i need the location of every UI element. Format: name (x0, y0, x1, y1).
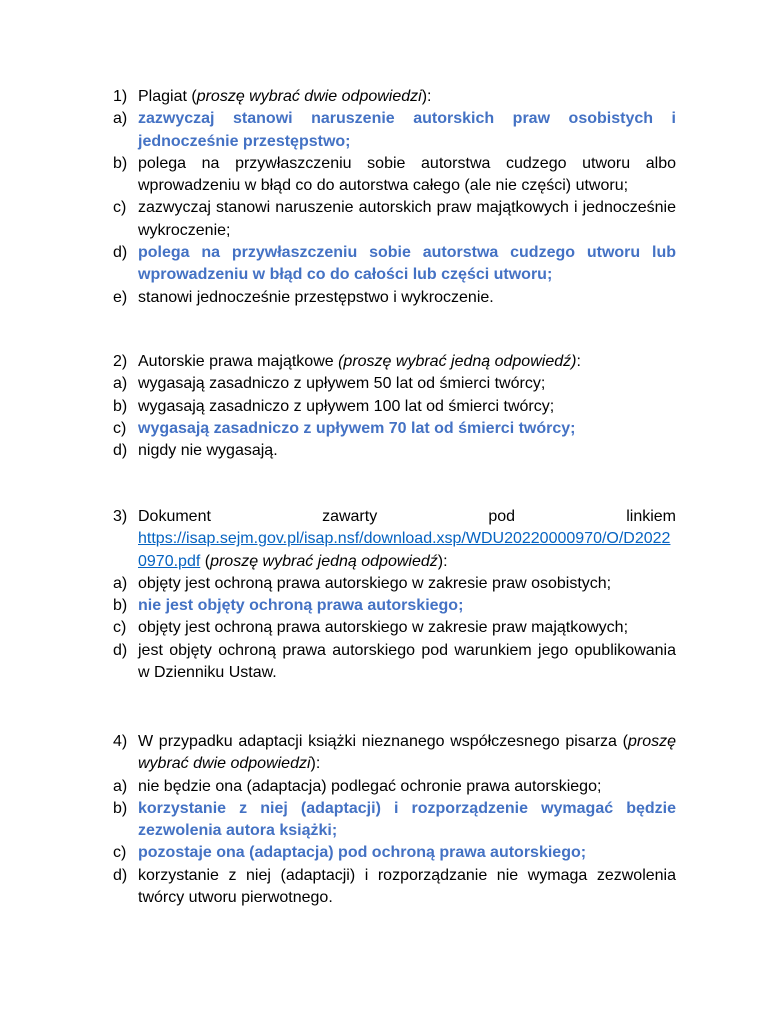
question-hint: proszę wybrać dwie odpowiedzi (196, 88, 422, 105)
answer-text: stanowi jednocześnie przestępstwo i wykroczenie. (138, 288, 494, 306)
question-text: Plagiat (proszę wybrać dwie odpowiedzi): (138, 88, 432, 105)
answer-4d (113, 865, 676, 910)
question-3 (113, 506, 676, 684)
question-text: W przypadku adaptacji książki nieznanego współczesnego pisarza (proszę wybrać dwie odpowiedzi): (138, 733, 676, 773)
answer-text: objęty jest ochroną prawa autorskiego w zakresie praw majątkowych; (138, 619, 629, 637)
answer-text: jest objęty ochroną prawa autorskiego pod warunkiem jego opublikowania w Dzienniku Ustaw. (138, 641, 676, 682)
answer-text-correct: polega na przywłaszczeniu sobie autorstwa cudzego utworu lub wprowadzeniu w błąd co do całości lub części utworu; (138, 244, 676, 284)
question-3-heading (113, 506, 676, 573)
answer-1d (113, 242, 676, 287)
answer-4c (113, 842, 676, 864)
answer-1e (113, 287, 676, 309)
answer-label: d) (113, 442, 128, 460)
answer-1a (113, 108, 676, 153)
question-text: Autorskie prawa majątkowe (proszę wybrać jedną odpowiedź): (138, 353, 581, 370)
answer-label: a) (113, 375, 128, 393)
answer-text-correct: nie jest objęty ochroną prawa autorskiego; (138, 597, 464, 615)
answer-2c (113, 418, 676, 440)
answer-text: zazwyczaj stanowi naruszenie autorskich praw majątkowych i jednocześnie wykroczenie; (138, 199, 676, 239)
question-hint: proszę wybrać jedną odpowiedź (210, 552, 438, 570)
question-hint: proszę wybrać dwie odpowiedzi (138, 733, 676, 773)
answer-4a (113, 776, 676, 798)
answer-label: d) (113, 866, 128, 884)
answer-text: objęty jest ochroną prawa autorskiego w zakresie praw osobistych; (138, 574, 612, 592)
answer-text-correct: wygasają zasadniczo z upływem 70 lat od śmierci twórcy; (138, 419, 576, 437)
answer-text: wygasają zasadniczo z upływem 100 lat od śmierci twórcy; (138, 397, 555, 415)
answer-3d (113, 640, 676, 685)
question-2-heading (113, 351, 676, 373)
answer-text: polega na przywłaszczeniu sobie autorstwa cudzego utworu albo wprowadzeniu w błąd co do autorstwa całego (ale nie części) utworu; (138, 154, 676, 195)
answer-label: d) (113, 244, 128, 262)
answer-label: c) (113, 619, 127, 637)
question-number: 1) (113, 88, 128, 105)
question-number: 4) (113, 733, 128, 750)
answer-label: d) (113, 641, 128, 659)
question-1-heading (113, 86, 676, 108)
answer-label: b) (113, 154, 128, 172)
answer-1c (113, 197, 676, 242)
answer-1b (113, 153, 676, 198)
question-2 (113, 351, 676, 462)
question-number: 3) (113, 508, 128, 525)
question-4 (113, 731, 676, 909)
answer-label: b) (113, 799, 128, 817)
question-text: Dokument zawarty pod linkiem https://isap.sejm.gov.pl/isap.nsf/download.xsp/WDU20220000970/O/D20220970.pdf (proszę wybrać jedną odpowiedź): (138, 508, 676, 570)
question-lead: Dokument zawarty pod linkiem (138, 508, 676, 525)
answer-label: c) (113, 199, 127, 217)
answer-text-correct: korzystanie z niej (adaptacji) i rozporządzenie wymagać będzie zezwolenia autora książki; (138, 799, 676, 840)
answer-text: korzystanie z niej (adaptacji) i rozporządzanie nie wymaga zezwolenia twórcy utworu pierwotnego. (138, 866, 676, 907)
answer-label: a) (113, 574, 128, 592)
answer-2b (113, 396, 676, 418)
answer-label: c) (113, 419, 127, 437)
answer-3a (113, 573, 676, 595)
document-link[interactable]: https://isap.sejm.gov.pl/isap.nsf/download.xsp/WDU20220000970/O/D20220970.pdf (138, 530, 671, 570)
answer-label: a) (113, 110, 128, 128)
answer-label: a) (113, 777, 128, 795)
answer-label: b) (113, 597, 128, 615)
answer-3b (113, 595, 676, 617)
answer-3c (113, 617, 676, 639)
answer-text-correct: pozostaje ona (adaptacja) pod ochroną prawa autorskiego; (138, 844, 587, 862)
question-1 (113, 86, 676, 309)
question-4-heading (113, 731, 676, 776)
answer-4b (113, 798, 676, 843)
answer-text: nie będzie ona (adaptacja) podlegać ochronie prawa autorskiego; (138, 777, 602, 795)
answer-2a (113, 373, 676, 395)
question-hint: (proszę wybrać jedną odpowiedź) (338, 353, 577, 370)
answer-label: c) (113, 844, 127, 862)
question-number: 2) (113, 353, 128, 370)
answer-text: nigdy nie wygasają. (138, 442, 278, 460)
answer-2d (113, 440, 676, 462)
answer-text: wygasają zasadniczo z upływem 50 lat od śmierci twórcy; (138, 375, 546, 393)
answer-label: e) (113, 288, 128, 306)
answer-text-correct: zazwyczaj stanowi naruszenie autorskich praw osobistych i jednocześnie przestępstwo; (138, 110, 676, 150)
answer-label: b) (113, 397, 128, 415)
